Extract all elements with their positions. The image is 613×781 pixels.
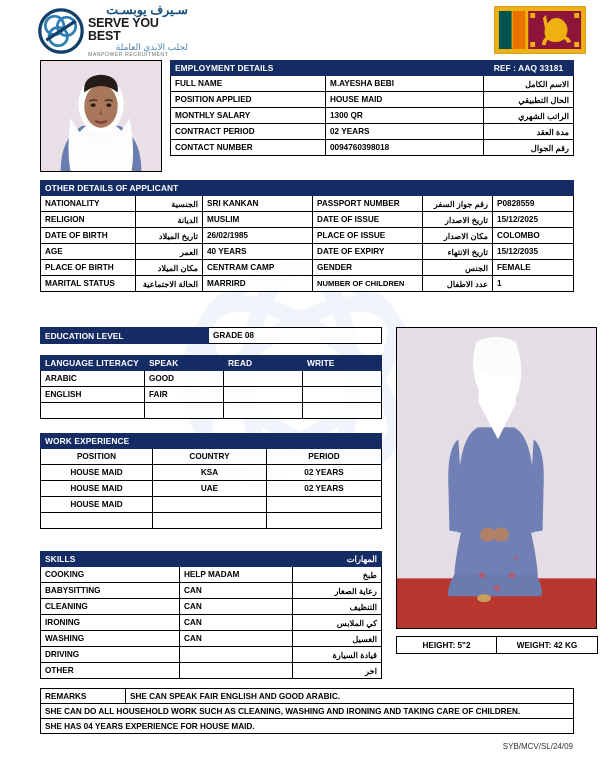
- language-literacy-table: [40, 355, 382, 419]
- date-of-expiry-label: DATE OF EXPIRY: [313, 244, 423, 260]
- work-experience-header-filler: [153, 434, 382, 449]
- table-row: [41, 513, 382, 529]
- position-applied-label: POSITION APPLIED: [171, 92, 326, 108]
- skills-header-row: [41, 552, 382, 567]
- age-arabic: العمر: [136, 244, 203, 260]
- contract-period-arabic: مدة العقد: [484, 124, 574, 140]
- logo-english-title: SERVE YOU BEST: [88, 16, 159, 43]
- remarks-line-3: SHE HAS 04 YEARS EXPERIENCE FOR HOUSE MAID.: [41, 719, 574, 734]
- work-col-period: PERIOD: [267, 449, 382, 465]
- work-period: [267, 497, 382, 513]
- contract-period-value: 02 YEARS: [326, 124, 484, 140]
- table-row: [41, 599, 382, 615]
- contact-number-arabic: رقم الجوال: [484, 140, 574, 156]
- employment-section-title: EMPLOYMENT DETAILS: [171, 61, 484, 76]
- religion-label: RELIGION: [41, 212, 136, 228]
- date-of-issue-arabic: تاريخ الاصدار: [423, 212, 493, 228]
- skill-ironing-label: IRONING: [41, 615, 180, 631]
- date-of-issue-label: DATE OF ISSUE: [313, 212, 423, 228]
- date-of-issue-value: 15/12/2025: [493, 212, 574, 228]
- work-country: [153, 497, 267, 513]
- footer-reference-code: SYB/MCV/SL/24/09: [502, 742, 573, 751]
- table-row: [41, 567, 382, 583]
- work-country: UAE: [153, 481, 267, 497]
- age-label: AGE: [41, 244, 136, 260]
- date-of-expiry-value: 15/12/2035: [493, 244, 574, 260]
- marital-status-arabic: الحالة الاجتماعية: [136, 276, 203, 292]
- logo-tagline: MANPOWER RECRUITMENT: [88, 52, 169, 59]
- work-col-country: COUNTRY: [153, 449, 267, 465]
- language-write: [303, 387, 382, 403]
- table-row: [41, 465, 382, 481]
- date-of-birth-value: 26/02/1985: [203, 228, 313, 244]
- place-of-issue-arabic: مكان الاصدار: [423, 228, 493, 244]
- other-details-header-row: [41, 181, 574, 196]
- skill-driving-arabic: قيادة السيارة: [293, 647, 382, 663]
- education-value: GRADE 08: [209, 328, 382, 344]
- skill-washing-label: WASHING: [41, 631, 180, 647]
- skill-cooking-arabic: طبخ: [293, 567, 382, 583]
- monthly-salary-value: 1300 QR: [326, 108, 484, 124]
- language-speak: FAIR: [145, 387, 224, 403]
- language-speak: [145, 403, 224, 419]
- language-section-title: LANGUAGE LITERACY: [41, 356, 145, 371]
- work-position: HOUSE MAID: [41, 497, 153, 513]
- table-row: [41, 196, 574, 212]
- skill-ironing-arabic: كي الملابس: [293, 615, 382, 631]
- table-row: [41, 403, 382, 419]
- table-row: [41, 615, 382, 631]
- table-row: [41, 481, 382, 497]
- number-of-children-label: NUMBER OF CHILDREN: [313, 276, 423, 292]
- table-row: [171, 140, 574, 156]
- table-row: [41, 719, 574, 734]
- skill-other-arabic: اخر: [293, 663, 382, 679]
- religion-arabic: الديانة: [136, 212, 203, 228]
- work-experience-header-row: [41, 434, 382, 449]
- applicant-full-body-photo: [396, 327, 597, 629]
- table-row: [41, 328, 382, 344]
- skill-babysitting-arabic: رعاية الصغار: [293, 583, 382, 599]
- work-position: HOUSE MAID: [41, 481, 153, 497]
- gender-label: GENDER: [313, 260, 423, 276]
- marital-status-label: MARITAL STATUS: [41, 276, 136, 292]
- skills-section-title: SKILLS: [41, 552, 180, 567]
- logo-knot-icon: [38, 8, 84, 54]
- nationality-value: SRI KANKAN: [203, 196, 313, 212]
- contact-number-value: 0094760398018: [326, 140, 484, 156]
- skill-washing-value: CAN: [180, 631, 293, 647]
- employment-details-table: [170, 60, 574, 156]
- contact-number-label: CONTACT NUMBER: [171, 140, 326, 156]
- height-value: HEIGHT: 5"2: [397, 637, 497, 654]
- language-write: [303, 371, 382, 387]
- other-details-table: [40, 180, 574, 292]
- skill-ironing-value: CAN: [180, 615, 293, 631]
- passport-number-arabic: رقم جواز السفر: [423, 196, 493, 212]
- table-row: [41, 583, 382, 599]
- skill-cleaning-label: CLEANING: [41, 599, 180, 615]
- table-row: [41, 689, 574, 704]
- work-position: HOUSE MAID: [41, 465, 153, 481]
- work-period: [267, 513, 382, 529]
- work-country: [153, 513, 267, 529]
- other-details-header-filler: [313, 181, 574, 196]
- skill-cooking-value: HELP MADAM: [180, 567, 293, 583]
- place-of-issue-value: COLOMBO: [493, 228, 574, 244]
- skill-cooking-label: COOKING: [41, 567, 180, 583]
- gender-arabic: الجنس: [423, 260, 493, 276]
- measurements-table: [396, 636, 598, 654]
- language-col-speak: SPEAK: [145, 356, 224, 371]
- remarks-label: REMARKS: [41, 689, 126, 704]
- skill-cleaning-arabic: التنظيف: [293, 599, 382, 615]
- language-col-read: READ: [224, 356, 303, 371]
- date-of-birth-arabic: تاريخ الميلاد: [136, 228, 203, 244]
- language-speak: GOOD: [145, 371, 224, 387]
- table-row: [41, 387, 382, 403]
- marital-status-value: MARRIRD: [203, 276, 313, 292]
- table-row: [41, 647, 382, 663]
- religion-value: MUSLIM: [203, 212, 313, 228]
- skill-washing-arabic: الغسيل: [293, 631, 382, 647]
- nationality-label: NATIONALITY: [41, 196, 136, 212]
- skill-babysitting-label: BABYSITTING: [41, 583, 180, 599]
- table-row: [41, 704, 574, 719]
- language-name: ARABIC: [41, 371, 145, 387]
- full-name-value: M.AYESHA BEBI: [326, 76, 484, 92]
- work-country: KSA: [153, 465, 267, 481]
- weight-value: WEIGHT: 42 KG: [497, 637, 598, 654]
- page-header: [0, 0, 613, 58]
- sri-lanka-flag: [494, 6, 586, 54]
- place-of-birth-label: PLACE OF BIRTH: [41, 260, 136, 276]
- skill-driving-label: DRIVING: [41, 647, 180, 663]
- language-write: [303, 403, 382, 419]
- language-read: [224, 387, 303, 403]
- remarks-line-2: SHE CAN DO ALL HOUSEHOLD WORK SUCH AS CLEANING, WASHING AND IRONING AND TAKING CARE OF CHILDREN.: [41, 704, 574, 719]
- skill-cleaning-value: CAN: [180, 599, 293, 615]
- place-of-birth-arabic: مكان الميلاد: [136, 260, 203, 276]
- table-row: [41, 212, 574, 228]
- full-name-arabic: الاسم الكامل: [484, 76, 574, 92]
- table-row: [397, 637, 598, 654]
- gender-value: FEMALE: [493, 260, 574, 276]
- employment-header-row: [171, 61, 574, 76]
- work-period: 02 YEARS: [267, 481, 382, 497]
- date-of-expiry-arabic: تاريخ الانتهاء: [423, 244, 493, 260]
- logo-arabic-title: سـيرف يوبسـت: [106, 2, 188, 17]
- remarks-line-1: SHE CAN SPEAK FAIR ENGLISH AND GOOD ARABIC.: [126, 689, 574, 704]
- monthly-salary-arabic: الراتب الشهري: [484, 108, 574, 124]
- place-of-issue-label: PLACE OF ISSUE: [313, 228, 423, 244]
- education-section-title: EDUCATION LEVEL: [41, 328, 209, 344]
- table-row: [171, 92, 574, 108]
- nationality-arabic: الجنسية: [136, 196, 203, 212]
- table-row: [41, 228, 574, 244]
- table-row: [41, 497, 382, 513]
- number-of-children-arabic: عدد الاطفال: [423, 276, 493, 292]
- work-col-position: POSITION: [41, 449, 153, 465]
- language-header-row: [41, 356, 382, 371]
- date-of-birth-label: DATE OF BIRTH: [41, 228, 136, 244]
- age-value: 40 YEARS: [203, 244, 313, 260]
- position-applied-arabic: الحال التطبيقي: [484, 92, 574, 108]
- table-row: [41, 276, 574, 292]
- place-of-birth-value: CENTRAM CAMP: [203, 260, 313, 276]
- table-row: [171, 124, 574, 140]
- position-applied-value: HOUSE MAID: [326, 92, 484, 108]
- full-name-label: FULL NAME: [171, 76, 326, 92]
- table-row: [171, 108, 574, 124]
- table-row: [171, 76, 574, 92]
- logo-arabic-subtitle: لجلب الايدي العاملة: [115, 42, 188, 53]
- monthly-salary-label: MONTHLY SALARY: [171, 108, 326, 124]
- company-logo: [38, 2, 188, 59]
- applicant-id-photo: [40, 60, 162, 172]
- work-position: [41, 513, 153, 529]
- number-of-children-value: 1: [493, 276, 574, 292]
- table-row: [41, 371, 382, 387]
- language-col-write: WRITE: [303, 356, 382, 371]
- table-row: [41, 631, 382, 647]
- remarks-table: [40, 688, 574, 734]
- language-name: ENGLISH: [41, 387, 145, 403]
- skill-driving-value: [180, 647, 293, 663]
- work-experience-columns-row: [41, 449, 382, 465]
- work-experience-section-title: WORK EXPERIENCE: [41, 434, 153, 449]
- language-read: [224, 403, 303, 419]
- table-row: [41, 244, 574, 260]
- table-row: [41, 663, 382, 679]
- skills-section-arabic: المهارات: [180, 552, 382, 567]
- work-period: 02 YEARS: [267, 465, 382, 481]
- work-experience-table: [40, 433, 382, 529]
- skill-other-label: OTHER: [41, 663, 180, 679]
- employment-ref: REF : AAQ 33181: [484, 61, 574, 76]
- education-level-table: [40, 327, 382, 344]
- skill-other-value: [180, 663, 293, 679]
- passport-number-label: PASSPORT NUMBER: [313, 196, 423, 212]
- other-details-section-title: OTHER DETAILS OF APPLICANT: [41, 181, 313, 196]
- passport-number-value: P0828559: [493, 196, 574, 212]
- skills-table: [40, 551, 382, 679]
- language-read: [224, 371, 303, 387]
- contract-period-label: CONTRACT PERIOD: [171, 124, 326, 140]
- language-name: [41, 403, 145, 419]
- table-row: [41, 260, 574, 276]
- skill-babysitting-value: CAN: [180, 583, 293, 599]
